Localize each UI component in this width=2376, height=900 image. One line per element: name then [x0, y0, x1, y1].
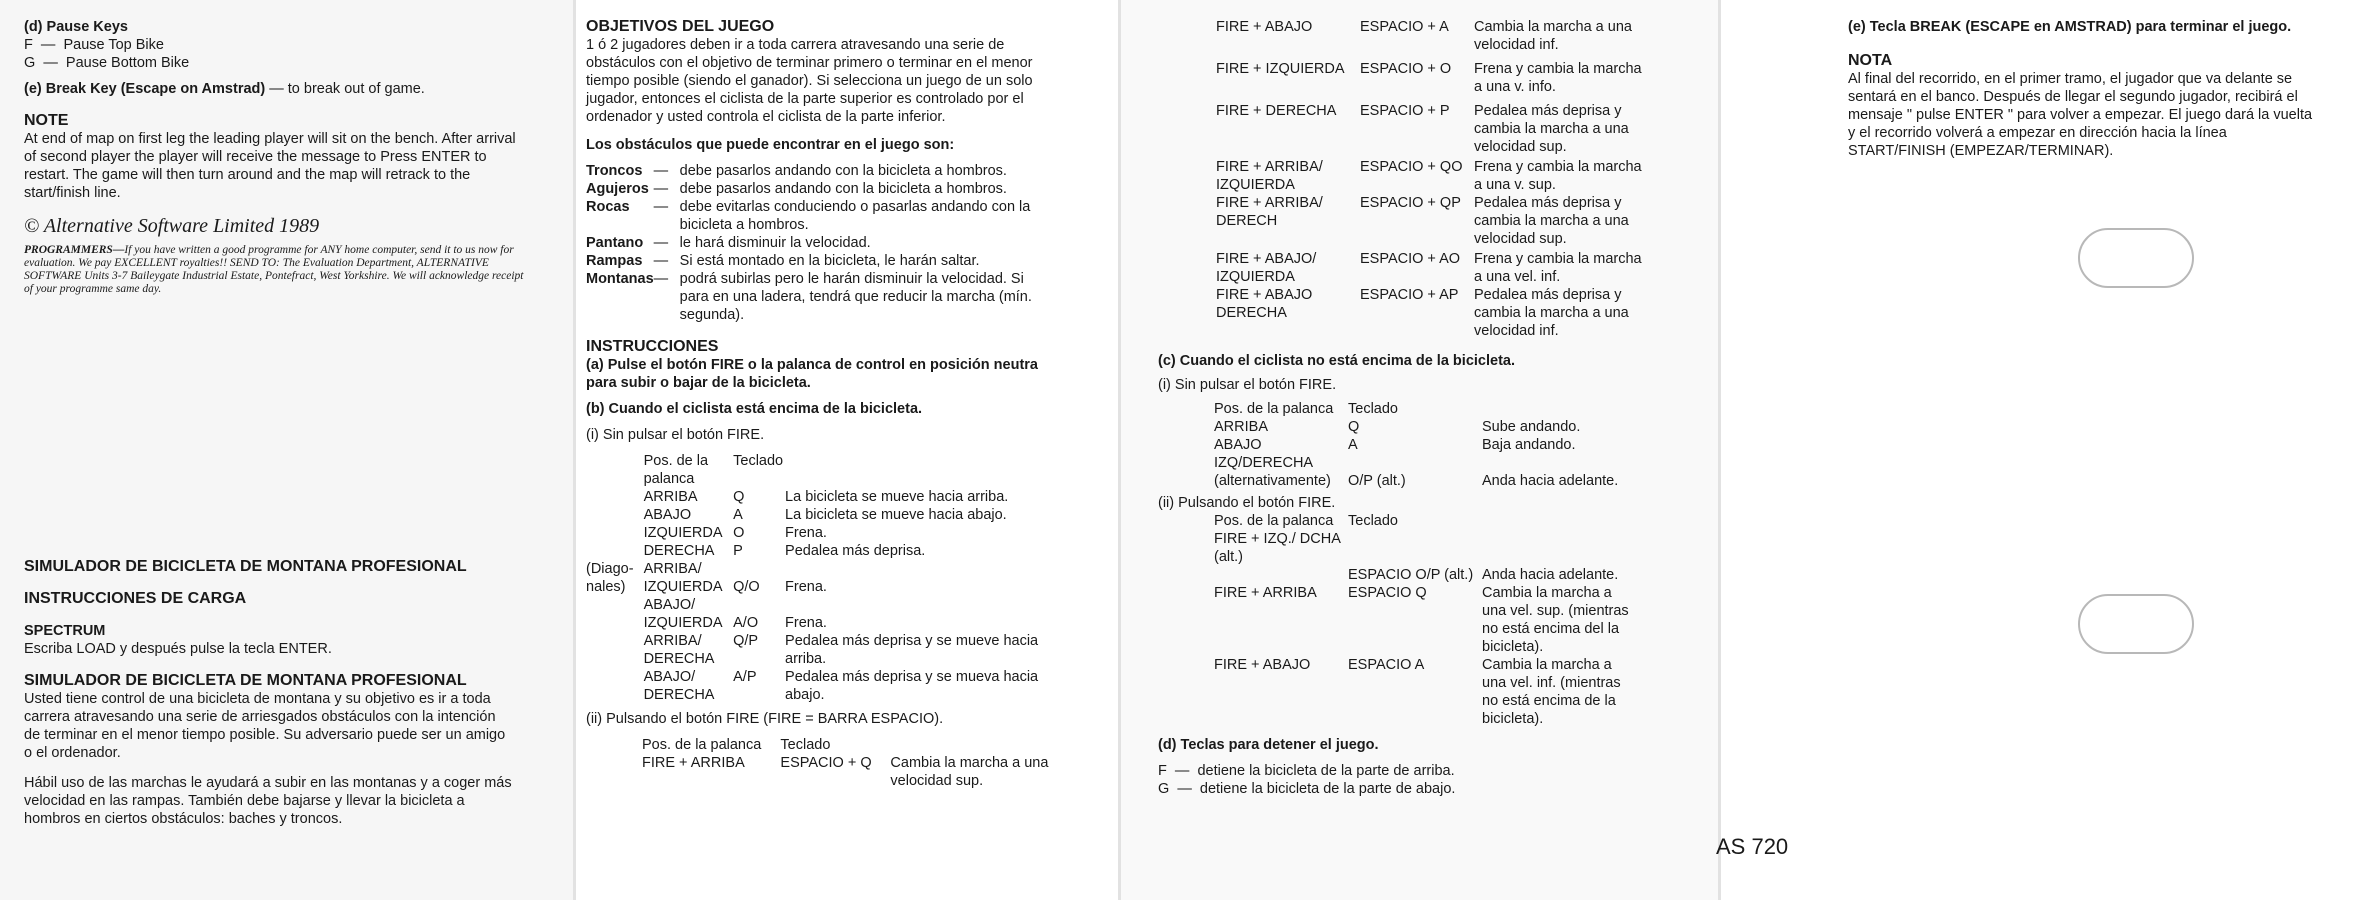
row-action: La bicicleta se mueve hacia arriba.	[785, 489, 1009, 505]
row-side-label	[586, 668, 644, 704]
instruction-b-i: (i) Sin pulsar el botón FIRE.	[586, 427, 765, 443]
table-row	[586, 524, 1056, 542]
pause-g-line: G — Pause Bottom Bike	[24, 55, 190, 71]
row-position: IZQUIERDA	[643, 525, 723, 541]
row-side-label	[586, 506, 644, 524]
row-key: O	[733, 525, 745, 541]
row-position: ABAJO/ DERECHA	[643, 669, 715, 703]
row-key: ESPACIO + O	[1360, 61, 1452, 77]
copyright-line: © Alternative Software Limited 1989	[24, 215, 320, 237]
row-position: FIRE + ARRIBA/ DERECH	[1216, 195, 1323, 229]
instruction-c: (c) Cuando el ciclista no está encima de la bicicleta.	[1158, 353, 1515, 369]
row-position: FIRE + ABAJO/ IZQUIERDA	[1216, 251, 1317, 285]
note-text: At end of map on first leg the leading player will sit on the bench. After arrival of second player the player will receive the message to Press ENTER to restart. The game will then turn around and the map will retrack to the start/finish line.	[24, 131, 516, 201]
row-key: ESPACIO + QP	[1360, 195, 1461, 211]
row-position: ARRIBA	[643, 489, 698, 505]
column-header-position: Pos. de la palanca	[1214, 401, 1334, 417]
row-key: ESPACIO Q	[1348, 585, 1427, 601]
row-action: Sube andando.	[1482, 419, 1581, 435]
row-position: FIRE + IZQ./ DCHA (alt.)	[1214, 531, 1341, 565]
stop-f-line: F — detiene la bicicleta de la parte de arriba.	[1158, 763, 1455, 779]
row-action: Baja andando.	[1482, 437, 1576, 453]
row-key: O/P (alt.)	[1348, 473, 1406, 489]
instruction-a: (a) Pulse el botón FIRE o la palanca de control en posición neutra para subir o bajar de la bicicleta.	[586, 357, 1038, 391]
stop-g-line: G — detiene la bicicleta de la parte de abajo.	[1158, 781, 1456, 797]
row-action: Pedalea más deprisa y cambia la marcha a una velocidad inf.	[1474, 287, 1629, 339]
instructions-heading: INSTRUCCIONES	[586, 338, 719, 355]
controls-table-walking	[1214, 400, 1632, 490]
row-action: Frena.	[785, 615, 827, 631]
fold-line	[1118, 0, 1121, 900]
instruction-b: (b) Cuando el ciclista está encima de la bicicleta.	[586, 401, 923, 417]
row-position: FIRE + ARRIBA/ IZQUIERDA	[1216, 159, 1323, 193]
obstacle-desc: Si está montado en la bicicleta, le harán saltar.	[679, 253, 980, 269]
table-row	[1216, 158, 1644, 194]
controls-table-fire	[642, 736, 1056, 790]
table-row	[642, 754, 1056, 790]
row-position: DERECHA	[643, 543, 715, 559]
instruction-b-ii: (ii) Pulsando el botón FIRE (FIRE = BARRA ESPACIO).	[586, 711, 944, 727]
column-header-position: Pos. de la palanca	[643, 453, 709, 487]
break-key-line	[24, 80, 524, 98]
table-row	[1214, 656, 1632, 728]
table-row	[1214, 436, 1632, 454]
programmers-text: If you have written a good programme for ANY home computer, send it to us now for evaluation. We pay EXCELLENT royalties!! SEND TO: The Evaluation Department, ALTERNATIVE SOFTWARE Units 3-7 Baileygate Industrial Estate, Pontefract, West Yorkshire. We will acknowledge receipt of your programme same day.	[24, 244, 524, 295]
row-key: ESPACIO + Q	[780, 755, 872, 771]
row-key: P	[733, 543, 743, 559]
row-position: FIRE + ABAJO	[1214, 657, 1311, 673]
panel-controls-continued	[1158, 18, 1678, 798]
row-action: Cambia la marcha a una velocidad sup.	[890, 755, 1049, 789]
row-position: FIRE + DERECHA	[1216, 103, 1337, 119]
table-row	[1214, 584, 1632, 656]
row-key: Q/O	[733, 579, 760, 595]
row-action: Frena y cambia la marcha a una vel. inf.	[1474, 251, 1642, 285]
table-row	[1216, 60, 1644, 102]
row-key: Q	[733, 489, 745, 505]
row-key: A/O	[733, 615, 759, 631]
objectives-text: 1 ó 2 jugadores deben ir a toda carrera atravesando una serie de obstáculos con el objetivo de terminar primero o terminar en el menor tiempo posible (siendo el ganador). Si selecciona un juego de un solo jugador, entonces el ciclista de la parte superior es controlado por el ordenador y usted controla el ciclista de la parte inferior.	[586, 37, 1033, 125]
title-simulador: SIMULADOR DE BICICLETA DE MONTANA PROFESIONAL	[24, 558, 467, 575]
row-action: Frena.	[785, 579, 827, 595]
spectrum-text: Escriba LOAD y después pulse la tecla ENTER.	[24, 641, 332, 657]
obstacle-name: Montanas	[586, 271, 654, 287]
table-row	[1216, 286, 1644, 340]
obstacle-name: Agujeros	[586, 181, 649, 197]
table-row	[586, 596, 1056, 632]
row-side-label	[586, 542, 644, 560]
column-header-keyboard: Teclado	[1348, 513, 1398, 529]
row-action: Pedalea más deprisa y cambia la marcha a una velocidad sup.	[1474, 195, 1629, 247]
row-key: A	[1348, 437, 1358, 453]
column-header-position: Pos. de la palanca	[642, 737, 762, 753]
row-position: FIRE + IZQUIERDA	[1216, 61, 1345, 77]
table-row	[586, 270, 1056, 324]
row-position: ARRIBA/ DERECHA	[643, 633, 715, 667]
panel-objectives	[586, 18, 1056, 790]
obstacle-desc: podrá subirlas pero le harán disminuir la velocidad. Si para en una ladera, tendrá que reducir la marcha (mín. segunda).	[679, 271, 1032, 323]
product-code: AS 720	[1716, 834, 1789, 859]
gears-text: Hábil uso de las marchas le ayudará a subir en las montanas y a coger más velocidad en las rampas. También debe bajarse y llevar la bicicleta a hombros en ciertos obstáculos: baches y troncos.	[24, 775, 512, 827]
table-header-row	[1214, 512, 1632, 530]
break-key-desc: — to break out of game.	[265, 81, 425, 97]
break-key-spanish: (e) Tecla BREAK (ESCAPE en AMSTRAD) para terminar el juego.	[1848, 19, 2292, 35]
obstacle-dash: —	[653, 163, 669, 179]
row-key: ESPACIO O/P (alt.)	[1348, 567, 1474, 583]
programmers-notice	[24, 244, 524, 296]
table-row	[586, 668, 1056, 704]
nota-text: Al final del recorrido, en el primer tramo, el jugador que va delante se sentará en el banco. Después de llegar el segundo jugador, recibirá el mensaje " pulse ENTER " para volver a empezar. El juego dará la vuelta y el recorrido volverá a empezar en dirección hacia la línea START/FINISH (EMPEZAR/TERMINAR).	[1848, 71, 2313, 159]
table-row	[586, 506, 1056, 524]
row-action: Anda hacia adelante.	[1482, 567, 1619, 583]
column-header-keyboard: Teclado	[780, 737, 831, 753]
break-key-label: (e) Break Key (Escape on Amstrad)	[24, 81, 266, 97]
column-header-position: Pos. de la palanca	[1214, 513, 1334, 529]
obstacle-dash: —	[653, 271, 669, 287]
row-action: Anda hacia adelante.	[1482, 473, 1619, 489]
punch-hole	[2078, 228, 2194, 288]
table-row	[1216, 194, 1644, 250]
table-row	[1214, 530, 1632, 584]
row-key: Q	[1348, 419, 1360, 435]
row-action: Cambia la marcha a una vel. inf. (mientras no está encima de la bicicleta).	[1482, 657, 1621, 727]
panel-english	[24, 18, 524, 296]
row-side-label	[586, 488, 644, 506]
table-row	[1214, 454, 1632, 490]
row-action: Frena.	[785, 525, 827, 541]
obstacle-name: Pantano	[586, 235, 644, 251]
note-heading: NOTE	[24, 112, 69, 129]
table-row	[586, 542, 1056, 560]
row-position: FIRE + ARRIBA	[1214, 585, 1317, 601]
table-row	[1216, 18, 1644, 60]
row-action: Pedalea más deprisa y se mueve hacia arriba.	[785, 633, 1039, 667]
row-action: Frena y cambia la marcha a una v. info.	[1474, 61, 1642, 95]
obstacle-name: Rampas	[586, 253, 643, 269]
obstacle-desc: debe evitarlas conduciendo o pasarlas andando con la bicicleta a hombros.	[679, 199, 1031, 233]
row-side-label: (Diago- nales)	[586, 561, 634, 595]
obstacle-dash: —	[653, 199, 669, 215]
row-action: La bicicleta se mueve hacia abajo.	[785, 507, 1007, 523]
table-row	[586, 488, 1056, 506]
obstacle-dash: —	[653, 181, 669, 197]
row-key: ESPACIO + P	[1360, 103, 1450, 119]
pause-f-line: F — Pause Top Bike	[24, 37, 164, 53]
controls-table-mounted	[586, 452, 1056, 704]
table-row	[586, 162, 1056, 180]
row-position: ABAJO	[1214, 437, 1262, 453]
table-row	[1216, 102, 1644, 158]
programmers-label: PROGRAMMERS—	[24, 244, 125, 256]
panel-note-spanish	[1848, 18, 2318, 160]
row-side-label	[586, 524, 644, 542]
controls-table-walking-fire	[1214, 512, 1632, 728]
row-side-label	[586, 632, 644, 668]
obstacle-desc: debe pasarlos andando con la bicicleta a hombros.	[679, 163, 1007, 179]
obstacle-dash: —	[653, 235, 669, 251]
row-position: ABAJO	[643, 507, 692, 523]
table-row	[586, 198, 1056, 234]
row-action: Pedalea más deprisa y cambia la marcha a una velocidad sup.	[1474, 103, 1629, 155]
row-position: FIRE + ABAJO	[1216, 19, 1313, 35]
spectrum-heading: SPECTRUM	[24, 623, 106, 639]
row-key: ESPACIO A	[1348, 657, 1425, 673]
controls-table-fire-continued	[1216, 18, 1644, 340]
obstacle-name: Troncos	[586, 163, 643, 179]
row-side-label	[586, 596, 644, 632]
loading-heading: INSTRUCCIONES DE CARGA	[24, 590, 247, 607]
punch-hole	[2078, 594, 2194, 654]
table-row	[586, 252, 1056, 270]
row-position: ARRIBA/ IZQUIERDA	[643, 561, 723, 595]
row-action: Pedalea más deprisa y se mueva hacia abajo.	[785, 669, 1039, 703]
table-row	[1216, 250, 1644, 286]
obstacle-name: Rocas	[586, 199, 630, 215]
fold-line	[573, 0, 576, 900]
row-action: Frena y cambia la marcha a una v. sup.	[1474, 159, 1642, 193]
row-action: Cambia la marcha a una vel. sup. (mientras no está encima del la bicicleta).	[1482, 585, 1629, 655]
table-row	[586, 180, 1056, 198]
row-key: A/P	[733, 669, 757, 685]
table-header-row	[586, 452, 1056, 488]
nota-heading: NOTA	[1848, 52, 1893, 69]
obstacles-heading: Los obstáculos que puede encontrar en el juego son:	[586, 137, 955, 153]
table-header-row	[1214, 400, 1632, 418]
instruction-d: (d) Teclas para detener el juego.	[1158, 737, 1379, 753]
row-key: ESPACIO + AP	[1360, 287, 1459, 303]
intro-text: Usted tiene control de una bicicleta de montana y su objetivo es ir a toda carrera atravesando una serie de arriesgados obstáculos con la intención de terminar en el menor tiempo posible. Su adversario puede ser un amigo o el ordenador.	[24, 691, 506, 761]
obstacle-desc: le hará disminuir la velocidad.	[679, 235, 871, 251]
title-simulador-2: SIMULADOR DE BICICLETA DE MONTANA PROFESIONAL	[24, 672, 467, 689]
objectives-heading: OBJETIVOS DEL JUEGO	[586, 18, 775, 35]
row-action: Cambia la marcha a una velocidad inf.	[1474, 19, 1632, 53]
row-position: ABAJO/ IZQUIERDA	[643, 597, 723, 631]
row-position: ARRIBA	[1214, 419, 1268, 435]
instruction-c-ii: (ii) Pulsando el botón FIRE.	[1158, 495, 1336, 511]
panel-spanish-intro	[24, 558, 514, 828]
obstacle-dash: —	[653, 253, 669, 269]
row-position: FIRE + ABAJO DERECHA	[1216, 287, 1313, 321]
table-row	[1214, 418, 1632, 436]
row-action: Pedalea más deprisa.	[785, 543, 926, 559]
column-header-keyboard: Teclado	[733, 453, 784, 469]
fold-line	[1718, 0, 1721, 900]
obstacle-desc: debe pasarlos andando con la bicicleta a hombros.	[679, 181, 1007, 197]
column-header-keyboard: Teclado	[1348, 401, 1398, 417]
row-key: ESPACIO + AO	[1360, 251, 1461, 267]
row-position: FIRE + ARRIBA	[642, 755, 745, 771]
table-row	[586, 632, 1056, 668]
table-row	[586, 234, 1056, 252]
instruction-c-i: (i) Sin pulsar el botón FIRE.	[1158, 377, 1337, 393]
row-key: ESPACIO + A	[1360, 19, 1449, 35]
row-key: Q/P	[733, 633, 759, 649]
row-position: IZQ/DERECHA (alternativamente)	[1214, 455, 1331, 489]
table-row	[586, 560, 1056, 596]
table-header-row	[642, 736, 1056, 754]
obstacles-table	[586, 162, 1056, 324]
row-key: ESPACIO + QO	[1360, 159, 1463, 175]
pause-keys-heading: (d) Pause Keys	[24, 19, 128, 35]
row-key: A	[733, 507, 743, 523]
